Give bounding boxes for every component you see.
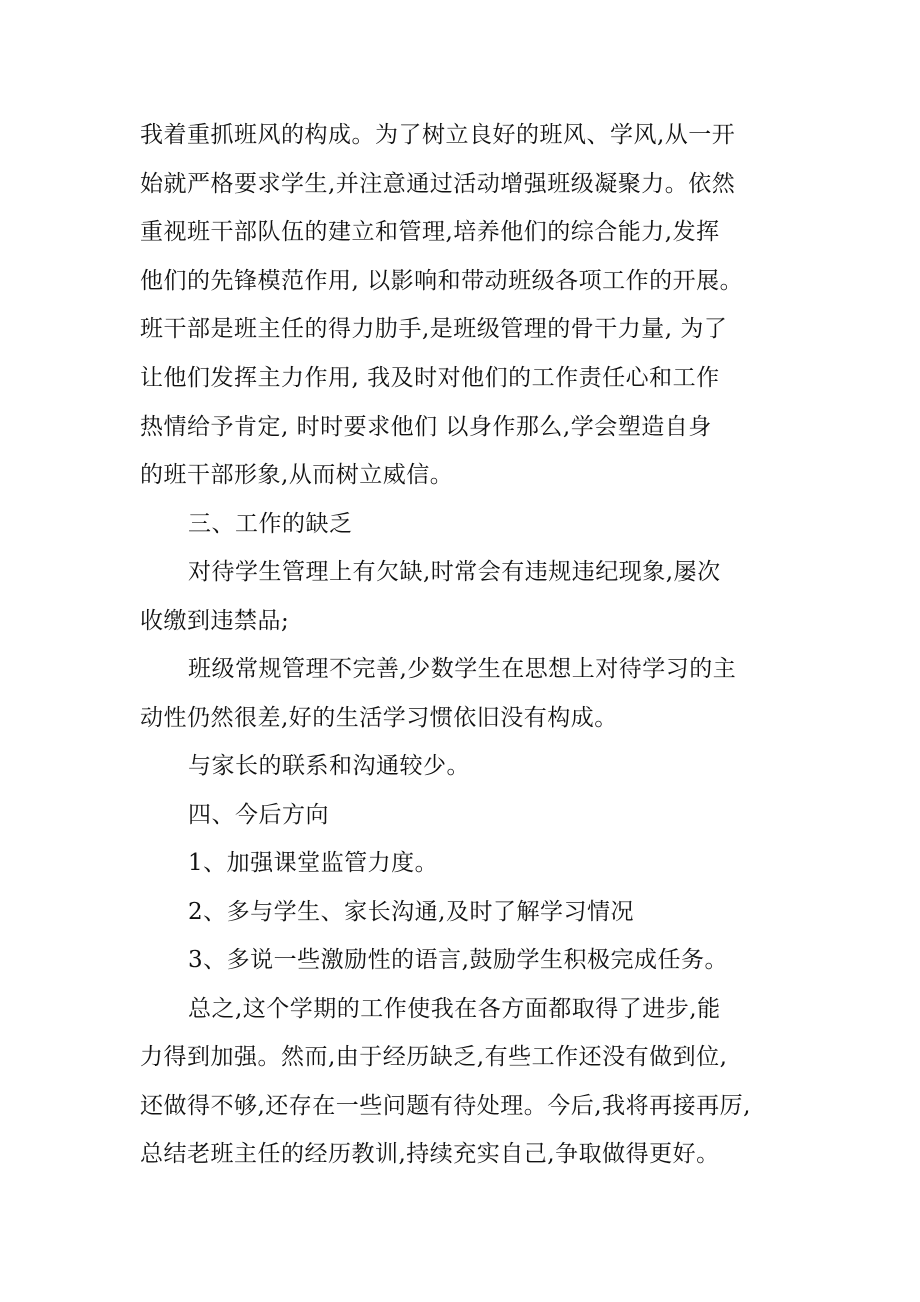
- text-line: 我着重抓班风的构成。为了树立良好的班风、学风,从一开: [140, 122, 736, 148]
- section-heading: 三、工作的缺乏: [188, 511, 353, 537]
- list-item: 1、加强课堂监管力度。: [188, 850, 439, 876]
- list-item: 2、多与学生、家长沟通,及时了解学习情况: [188, 899, 634, 925]
- text-line: 还做得不够,还存在一些问题有待处理。今后,我将再接再厉,: [140, 1093, 751, 1119]
- text-line: 班级常规管理不完善,少数学生在思想上对待学习的主: [188, 656, 737, 682]
- text-line: 对待学生管理上有欠缺,时常会有违规违纪现象,屡次: [188, 559, 721, 585]
- text-line: 他们的先锋模范作用, 以影响和带动班级各项工作的开展。: [140, 268, 744, 294]
- text-line: 热情给予肯定, 时时要求他们 以身作那么,学会塑造自身: [140, 414, 712, 440]
- text-line: 让他们发挥主力作用, 我及时对他们的工作责任心和工作: [140, 365, 720, 391]
- text-line: 收缴到违禁品;: [140, 608, 290, 634]
- text-line: 班干部是班主任的得力肋手,是班级管理的骨干力量, 为了: [140, 316, 728, 342]
- text-line: 力得到加强。然而,由于经历缺乏,有些工作还没有做到位,: [140, 1044, 728, 1070]
- section-heading: 四、今后方向: [188, 802, 329, 828]
- text-line: 与家长的联系和沟通较少。: [188, 753, 470, 779]
- text-line: 重视班干部队伍的建立和管理,培养他们的综合能力,发挥: [140, 219, 720, 245]
- text-line: 始就严格要求学生,并注意通过活动增强班级凝聚力。依然: [140, 171, 736, 197]
- text-line: 的班干部形象,从而树立威信。: [140, 462, 454, 488]
- text-line: 总结老班主任的经历教训,持续充实自己,争取做得更好。: [140, 1141, 720, 1167]
- text-line: 总之,这个学期的工作使我在各方面都取得了进步,能: [188, 996, 721, 1022]
- text-line: 动性仍然很差,好的生活学习惯依旧没有构成。: [140, 705, 618, 731]
- list-item: 3、多说一些激励性的语言,鼓励学生积极完成任务。: [188, 947, 728, 973]
